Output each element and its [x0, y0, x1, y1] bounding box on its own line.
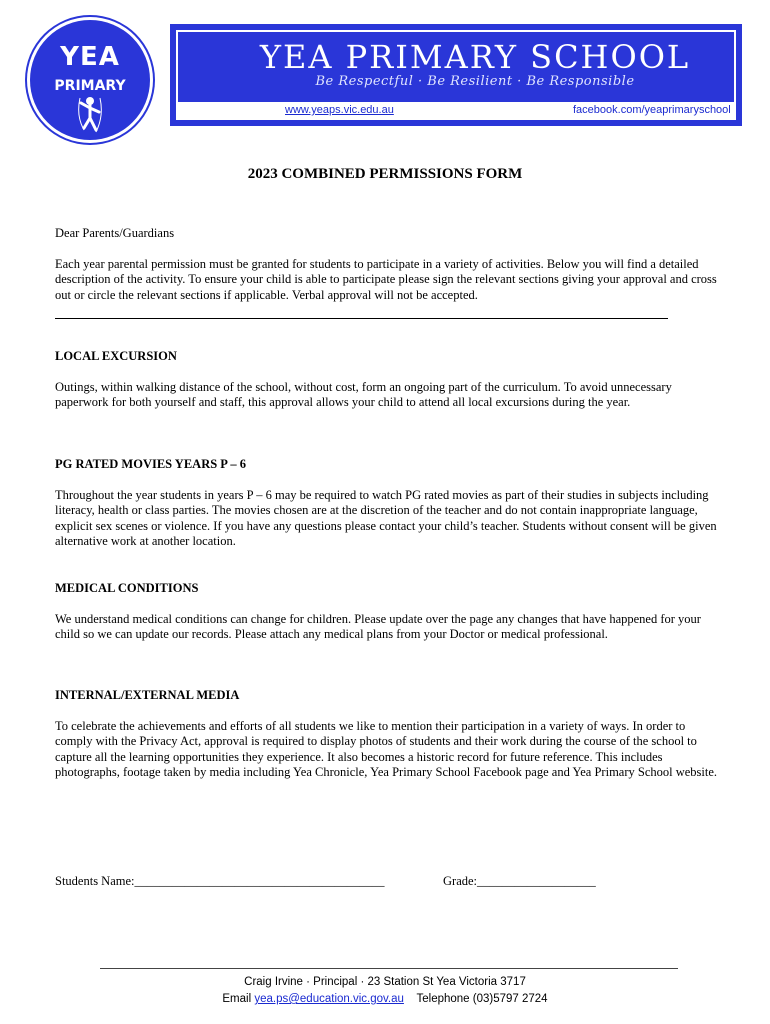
email-label: Email [222, 993, 252, 1005]
section-heading-pg-movies: PG RATED MOVIES YEARS P – 6 [55, 457, 246, 471]
footer-address: Craig Irvine · Principal · 23 Station St Yea Victoria 3717 [244, 976, 526, 988]
school-logo [30, 20, 150, 140]
footer-contact [0, 993, 770, 1005]
school-name: YEA PRIMARY SCHOOL [259, 38, 691, 76]
section-body-pg-movies: Throughout the year students in years P – 6 may be required to watch PG rated movies as part of their studies in subjects including literacy, health or class parties. The movies chosen are at the discretion of the teacher and do not contain inappropriate language, explicit sex scenes or violence. If you have any questions please contact your child’s teacher. Students without consent will be given alternative work at another location. [55, 488, 717, 549]
section-body-media: To celebrate the achievements and efforts of all students we like to mention their participation in a variety of ways. In order to comply with the Privacy Act, approval is required to display photos of students and their work during the course of the school to capture all the learning opportunities they experience. It also becomes a historic record for future reference. This includes photographs, footage taken by media including Yea Chronicle, Yea Primary School Facebook page and Yea Primary School website. [55, 719, 718, 780]
section-heading-medical: MEDICAL CONDITIONS [55, 581, 199, 595]
child-figure-icon [74, 94, 106, 134]
section-body-local-excursion: Outings, within walking distance of the school, without cost, form an ongoing part of the curriculum. To avoid unnecessary paperwork for both yourself and staff, this approval allows your child to attend all local excursions during the year. [55, 380, 672, 410]
logo-text-bottom: PRIMARY [54, 78, 126, 94]
logo-text-top: YEA [60, 42, 120, 72]
salutation: Dear Parents/Guardians [55, 226, 175, 240]
telephone-text: Telephone (03)5797 2724 [416, 993, 548, 1005]
section-body-medical: We understand medical conditions can change for children. Please update over the page any changes that have happened for your child so we can update our records. Please attach any medical plans from your Doctor or medical professional. [55, 612, 701, 642]
school-motto: Be Respectful · Be Resilient · Be Responsible [315, 74, 635, 89]
grade-field[interactable]: Grade:___________________ [443, 874, 596, 888]
form-title: 2023 COMBINED PERMISSIONS FORM [247, 166, 523, 182]
section-heading-media: INTERNAL/EXTERNAL MEDIA [55, 688, 240, 702]
student-name-field[interactable]: Students Name:________________________________________ [55, 874, 385, 888]
footer-divider [100, 968, 678, 969]
section-divider [55, 318, 668, 319]
facebook-link[interactable]: facebook.com/yeaprimaryschool [573, 104, 731, 116]
website-link[interactable]: www.yeaps.vic.edu.au [285, 104, 394, 116]
email-link[interactable]: yea.ps@education.vic.gov.au [254, 993, 404, 1005]
section-heading-local-excursion: LOCAL EXCURSION [55, 349, 177, 363]
intro-paragraph: Each year parental permission must be granted for students to participate in a variety of activities. Below you will find a detailed description of the activity. To ensure your child is able to participate please sign the relevant sections giving your approval and cross out or circle the relevant sections if applicable. Verbal approval will not be accepted. [55, 257, 717, 302]
